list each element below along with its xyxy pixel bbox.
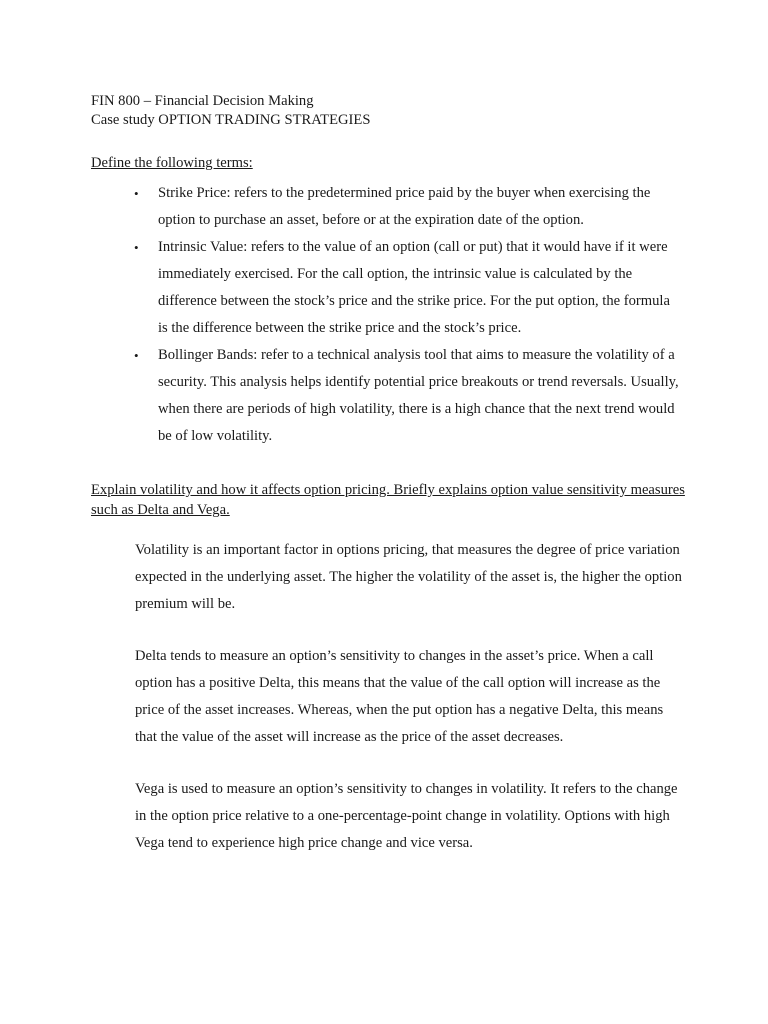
list-item bbox=[91, 234, 681, 342]
section-heading-volatility: Explain volatility and how it affects option pricing. Briefly explains option value sensitivity measures such as Delta and Vega. bbox=[91, 482, 685, 518]
section-heading-terms: Define the following terms: bbox=[91, 155, 253, 171]
bullet-icon: • bbox=[134, 186, 139, 201]
bullet-icon: • bbox=[134, 348, 139, 363]
term-bollinger-bands: Bollinger Bands: refer to a technical analysis tool that aims to measure the volatility of a security. This analysis helps identify potential price breakouts or trend reversals. Usually, when there are periods of high volatility, there is a high chance that the next trend would be of low volatility. bbox=[158, 347, 679, 444]
paragraph-vega: Vega is used to measure an option’s sensitivity to changes in volatility. It refers to the change in the option price relative to a one-percentage-point change in volatility. Options with high Vega tend to experience high price change and vice versa. bbox=[135, 781, 678, 851]
list-item bbox=[91, 342, 681, 450]
list-item bbox=[91, 180, 681, 234]
document-header bbox=[91, 92, 370, 130]
term-strike-price: Strike Price: refers to the predetermined price paid by the buyer when exercising the option to purchase an asset, before or at the expiration date of the option. bbox=[158, 185, 651, 228]
paragraph-volatility: Volatility is an important factor in options pricing, that measures the degree of price variation expected in the underlying asset. The higher the volatility of the asset is, the higher the option premium will be. bbox=[135, 542, 682, 612]
term-intrinsic-value: Intrinsic Value: refers to the value of an option (call or put) that it would have if it were immediately exercised. For the call option, the intrinsic value is calculated by the difference between the stock’s price and the strike price. For the put option, the formula is the difference between the strike price and the stock’s price. bbox=[158, 239, 670, 336]
terms-list bbox=[91, 180, 681, 450]
paragraph-delta: Delta tends to measure an option’s sensitivity to changes in the asset’s price. When a call option has a positive Delta, this means that the value of the call option will increase as the price of the asset increases. Whereas, when the put option has a negative Delta, this means that the value of the asset will increase as the price of the asset decreases. bbox=[135, 648, 664, 745]
bullet-icon: • bbox=[134, 240, 139, 255]
course-title: FIN 800 – Financial Decision Making bbox=[91, 93, 314, 109]
case-study-title: Case study OPTION TRADING STRATEGIES bbox=[91, 112, 371, 128]
